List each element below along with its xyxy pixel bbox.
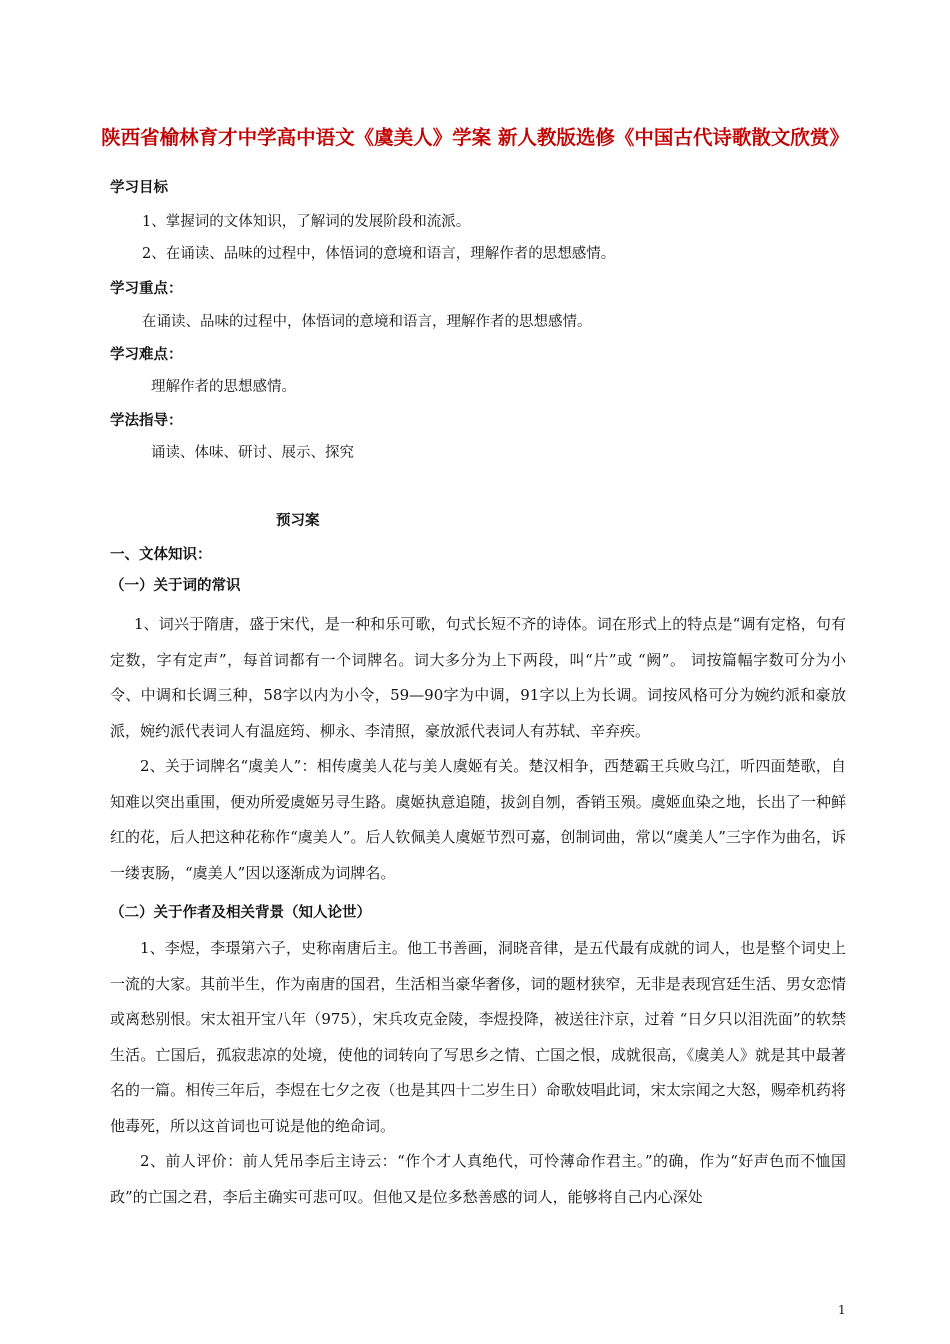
paragraph-li-yu: 1、李煜，李璟第六子，史称南唐后主。他工书善画，洞晓音律，是五代最有成就的词人，也是整个词史上一流的大家。其前半生，作为南唐的国君，生活相当豪华奢侈，词的题材狭窄，无非是表现宫廷生活、男女恋情或离愁别恨。宋太祖开宝八年（975），宋兵攻克金陵，李煜投降，被送往汴京，过着 “日夕只以泪洗面”的软禁生活。亡国后，孤寂悲凉的处境，使他的词转向了写思乡之情、亡国之恨，成就很高，《虞美人》就是其中最著名的一篇。相传三年后，李煜在七夕之夜（也是其四十二岁生日）命歌妓唱此词，宋太宗闻之大怒，赐牵机药将他毒死，所以这首词也可说是他的绝命词。 (110, 939, 846, 1135)
key-points-heading: 学习重点： (110, 281, 183, 297)
page-number: 1 (838, 1303, 846, 1317)
difficulties-heading: 学习难点： (110, 347, 183, 363)
paragraph-ci-origin: 1、词兴于隋唐，盛于宋代，是一种和乐可歌，句式长短不齐的诗体。词在形式上的特点是“调有定格，句有定数，字有定声”，每首词都有一个词牌名。词大多分为上下两段，叫“片”或 “阙”。 词按篇幅字数可分为小令、中调和长调三种，58字以内为小令，59—90字为中调，91字以上为长调。词按风格可分为婉约派和豪放派，婉约派代表词人有温庭筠、柳永、李清照，豪放派代表词人有苏轼、辛弃疾。 (110, 615, 846, 740)
objective-item-1: 1、掌握词的文体知识，了解词的发展阶段和流派。 (142, 214, 471, 230)
preview-heading: 预习案 (276, 513, 320, 529)
key-points-text: 在诵读、品味的过程中，体悟词的意境和语言，理解作者的思想感情。 (142, 314, 592, 330)
subsection-heading-author: （二）关于作者及相关背景（知人论世） (110, 905, 371, 921)
paragraph-yumeiren-name: 2、关于词牌名“虞美人”：相传虞美人花与美人虞姬有关。楚汉相争，西楚霸王兵败乌江，听四面楚歌，自知难以突出重围，便劝所爱虞姬另寻生路。虞姬执意追随，拔剑自刎，香销玉殒。虞姬血染之地，长出了一种鲜红的花，后人把这种花称作“虞美人”。后人钦佩美人虞姬节烈可嘉，创制词曲，常以“虞美人”三字作为曲名，诉一缕衷肠，“虞美人”因以逐渐成为词牌名。 (110, 757, 846, 882)
difficulties-text: 理解作者的思想感情。 (151, 379, 296, 395)
methods-text: 诵读、体味、研讨、展示、探究 (151, 445, 354, 461)
page-title: 陕西省榆林育才中学高中语文《虞美人》学案 新人教版选修《中国古代诗歌散文欣赏》 (101, 126, 849, 149)
section-heading-style-knowledge: 一、文体知识： (110, 547, 212, 563)
subsection-heading-ci-knowledge: （一）关于词的常识 (110, 578, 241, 594)
paragraph-evaluation: 2、前人评价：前人凭吊李后主诗云：“作个才人真绝代，可怜薄命作君主。”的确，作为“好声色而不恤国政”的亡国之君，李后主确实可悲可叹。但他又是位多愁善感的词人，能够将自己内心深处 (110, 1152, 846, 1206)
methods-heading: 学法指导： (110, 413, 183, 429)
objective-item-2: 2、在诵读、品味的过程中，体悟词的意境和语言，理解作者的思想感情。 (142, 246, 616, 262)
objectives-heading: 学习目标 (110, 180, 168, 196)
